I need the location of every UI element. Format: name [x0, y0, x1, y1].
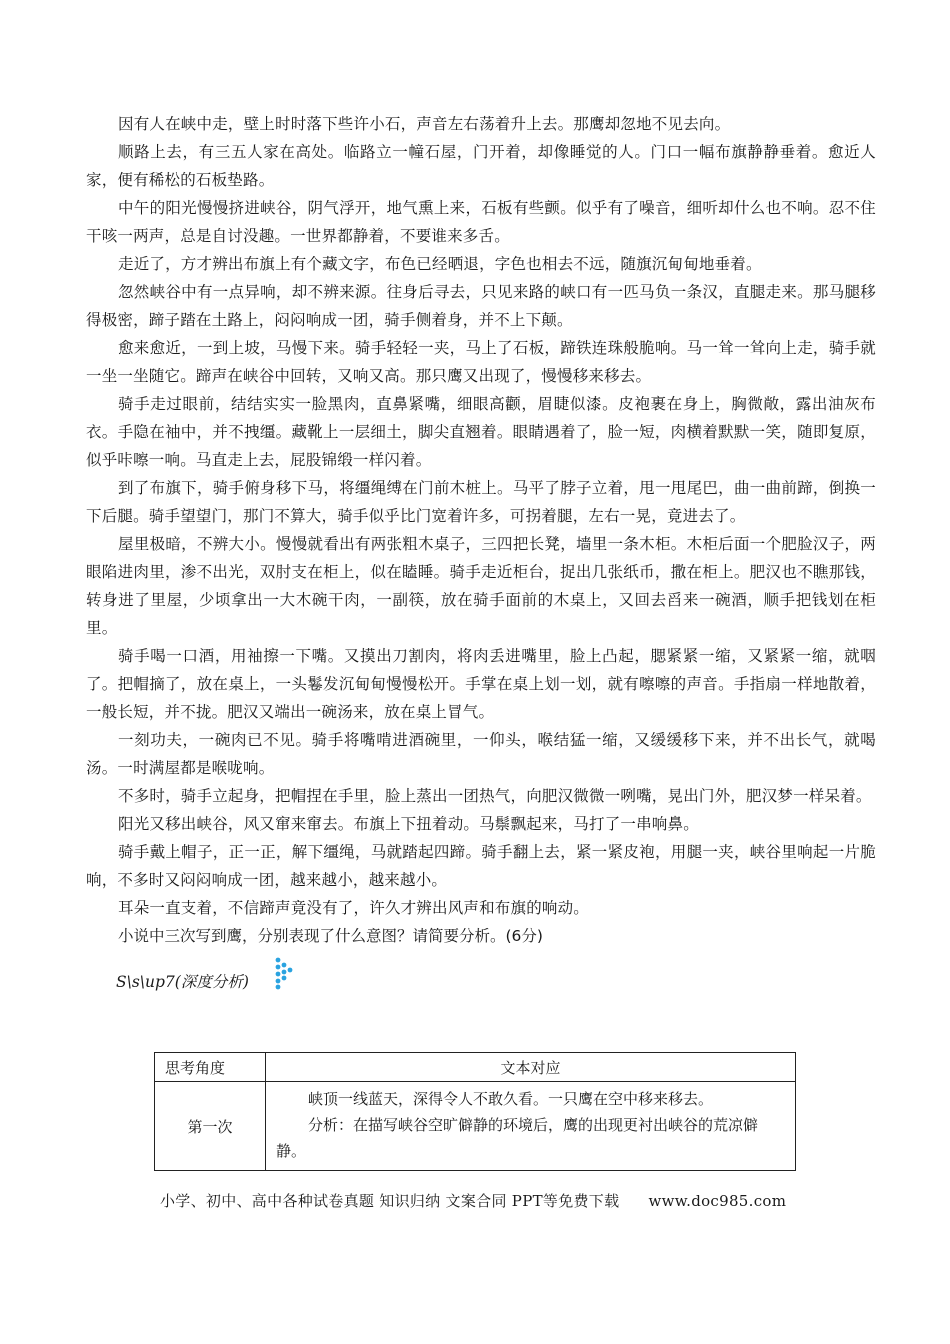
analysis-table — [154, 1052, 796, 1171]
story-paragraph: 骑手喝一口酒，用袖擦一下嘴。又摸出刀割肉，将肉丢进嘴里，脸上凸起，腮紧紧一缩，又紧紧一缩，就咽了。把帽摘了，放在桌上，一头鬈发沉甸甸慢慢松开。手掌在桌上划一划，就有嚓嚓的声音。手指扇一样地散着，一般长短，并不拢。肥汉又端出一碗汤来，放在桌上冒气。 — [86, 647, 876, 721]
story-paragraph: 到了布旗下，骑手俯身移下马，将缰绳缚在门前木桩上。马平了脖子立着，甩一甩尾巴，曲一曲前蹄，倒换一下后腿。骑手望望门，那门不算大，骑手似乎比门宽着许多，可拐着腿，左右一晃，竟进去了。 — [86, 479, 876, 525]
story-paragraph: 耳朵一直支着，不信蹄声竟没有了，许久才辨出风声和布旗的响动。 — [118, 899, 590, 917]
story-paragraph: 走近了，方才辨出布旗上有个藏文字，布色已经晒退，字色也相去不远，随旗沉甸甸地垂着。 — [118, 255, 762, 273]
header-text: 文本对应 — [266, 1053, 796, 1082]
story-paragraph: 阳光又移出峡谷，风又窜来窜去。布旗上下扭着动。马鬃飘起来，马打了一串响鼻。 — [118, 815, 699, 833]
cell-quote: 峡顶一线蓝天，深得令人不敢久看。一只鹰在空中移来移去。 — [308, 1090, 714, 1108]
table-header-row — [155, 1053, 796, 1082]
question-text: 小说中三次写到鹰，分别表现了什么意图？请简要分析。(6分) — [118, 927, 543, 945]
story-paragraph: 顺路上去，有三五人家在高处。临路立一幢石屋，门开着，却像睡觉的人。门口一幅布旗静静垂着。愈近人家，便有稀松的石板垫路。 — [86, 143, 876, 189]
story-paragraph: 一刻功夫，一碗肉已不见。骑手将嘴啃进酒碗里，一仰头，喉结猛一缩，又缓缓移下来，并不出长气，就喝汤。一时满屋都是喉咙响。 — [86, 731, 876, 777]
story-paragraph: 不多时，骑手立起身，把帽捏在手里，脸上蒸出一团热气，向肥汉微微一咧嘴，晃出门外，肥汉梦一样呆着。 — [118, 787, 872, 805]
document-body — [86, 110, 876, 1160]
table-row — [155, 1082, 796, 1171]
story-paragraph: 愈来愈近，一到上坡，马慢下来。骑手轻轻一夹，马上了石板，蹄铁连珠般脆响。马一耸一耸向上走，骑手就一坐一坐随它。蹄声在峡谷中回转，又响又高。那只鹰又出现了，慢慢移来移去。 — [86, 339, 876, 385]
depth-analysis-label: S\s\up7(深度分析) — [116, 973, 249, 991]
cell-analysis: 分析：在描写峡谷空旷僻静的环境后，鹰的出现更衬出峡谷的荒凉僻静。 — [276, 1116, 759, 1160]
story-paragraph: 因有人在峡中走，壁上时时落下些许小石，声音左右荡着升上去。那鹰却忽地不见去向。 — [118, 115, 731, 133]
story-paragraph: 屋里极暗，不辨大小。慢慢就看出有两张粗木桌子，三四把长凳，墙里一条木柜。木柜后面一个肥脸汉子，两眼陷进肉里，渗不出光，双肘支在柜上，似在瞌睡。骑手走近柜台，捉出几张纸币，撒在柜上。肥汉也不瞧那钱，转身进了里屋，少顷拿出一大木碗干肉，一副筷，放在骑手面前的木桌上，又回去舀来一碗酒，顺手把钱划在柜里。 — [86, 535, 876, 637]
depth-analysis-heading — [116, 956, 876, 1004]
page-footer — [160, 1190, 786, 1211]
footer-url: www.doc985.com — [648, 1192, 787, 1210]
footer-text: 小学、初中、高中各种试卷真题 知识归纳 文案合同 PPT等免费下载 — [160, 1192, 620, 1210]
story-paragraph: 忽然峡谷中有一点异响，却不辨来源。往身后寻去，只见来路的峡口有一匹马负一条汉，直腿走来。那马腿移得极密，蹄子踏在土路上，闷闷响成一团，骑手侧着身，并不上下颠。 — [86, 283, 876, 329]
cell-angle: 第一次 — [155, 1082, 266, 1171]
story-paragraph: 骑手戴上帽子，正一正，解下缰绳，马就踏起四蹄。骑手翻上去，紧一紧皮袍，用腿一夹，峡谷里响起一片脆响，不多时又闷闷响成一团，越来越小，越来越小。 — [86, 843, 876, 889]
story-paragraph: 骑手走过眼前，结结实实一脸黑肉，直鼻紧嘴，细眼高颧，眉睫似漆。皮袍裹在身上，胸微敞，露出油灰布衣。手隐在袖中，并不拽缰。藏靴上一层细土，脚尖直翘着。眼睛遇着了，脸一短，肉横着默默一笑，随即复原，似乎咔嚓一响。马直走上去，屁股锦缎一样闪着。 — [86, 395, 876, 469]
header-angle: 思考角度 — [155, 1053, 266, 1082]
story-paragraph: 中午的阳光慢慢挤进峡谷，阴气浮开，地气熏上来，石板有些颤。似乎有了噪音，细听却什么也不响。忍不住干咳一两声，总是自讨没趣。一世界都静着，不要谁来多舌。 — [86, 199, 876, 245]
arrow-dots-icon — [274, 956, 300, 990]
cell-text — [266, 1082, 796, 1171]
